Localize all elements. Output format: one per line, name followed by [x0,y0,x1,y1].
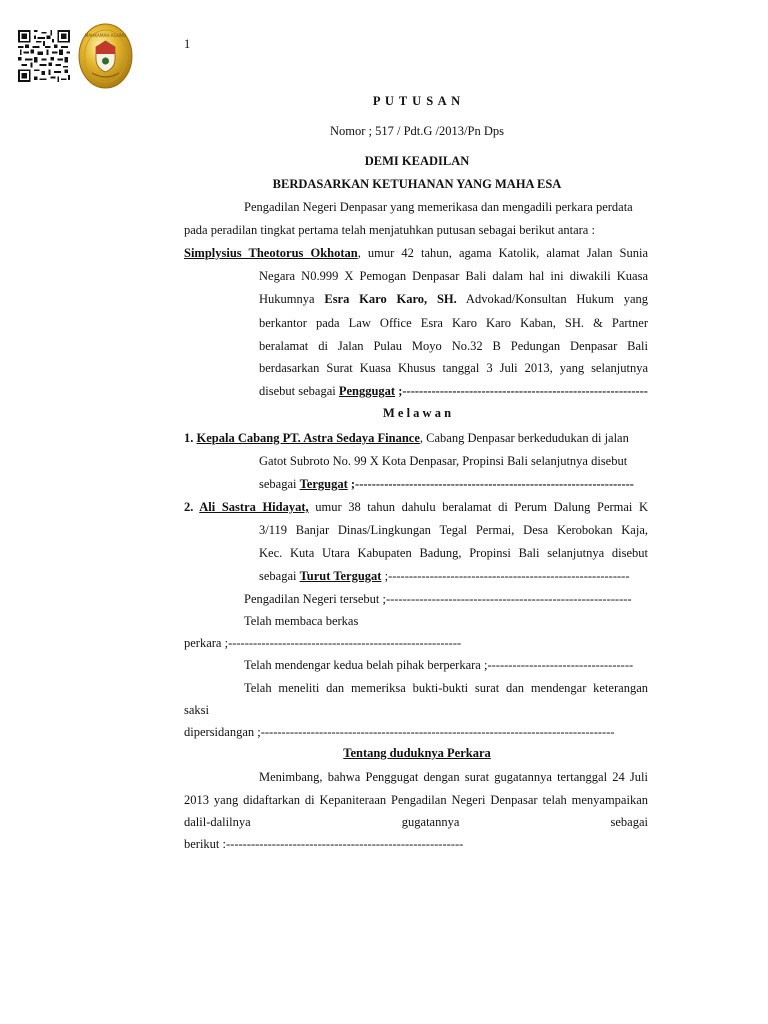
menimbang-line-4: berikut :--------------------------------------------------------- [184,837,464,851]
penggugat-line-1 [184,246,648,261]
ketuhanan-heading: BERDASARKAN KETUHANAN YANG MAHA ESA [272,177,562,191]
demi-keadilan-heading: DEMI KEADILAN [364,154,470,168]
tergugat-line-3a: sebagai [259,477,300,491]
menimbang-word-2: gugatannya [401,815,460,829]
menimbang-word-1: dalil-dalilnya [184,815,251,829]
document-title: P U T U S A N [372,94,462,108]
tergugat-name: Kepala Cabang PT. Astra Sedaya Finance [196,431,420,445]
penggugat-line-1-rest: , umur 42 tahun, agama Katolik, alamat Jalan Sunia [357,246,648,260]
turut-line-1 [184,500,648,515]
tergugat-line-3b: ;------------------------------------------------------------------- [347,477,634,491]
turut-line-1-rest: umur 38 tahun dahulu beralamat di Perum Dalung Permai K [308,500,649,514]
menimbang-word-3: sebagai [610,815,648,829]
intro-line-2: pada peradilan tingkat pertama telah menjatuhkan putusan sebagai berikut antara : [184,223,595,237]
penggugat-label: Penggugat [338,384,396,398]
turut-label: Turut Tergugat [299,569,382,583]
pengadilan-tersebut: Pengadilan Negeri tersebut ;----------------------------------------------------------- [244,592,632,606]
kuasa-hukum-name: Esra Karo Karo, SH. [324,292,457,306]
turut-line-4b: ;---------------------------------------------------------- [381,569,630,583]
penggugat-line-3a: Hukumnya [259,292,325,306]
saksi-line: saksi [184,703,209,717]
turut-line-4a: sebagai [259,569,300,583]
telah-mendengar: Telah mendengar kedua belah pihak berperkara ;----------------------------------- [244,658,634,672]
tergugat-line-1-rest: , Cabang Denpasar berkedudukan di jalan [419,431,629,445]
penggugat-line-7a: disebut sebagai [259,384,339,398]
penggugat-line-5: beralamat di Jalan Pulau Moyo No.32 B Pedungan Denpasar Bali [259,339,648,353]
penggugat-line-4: berkantor pada Law Office Esra Karo Karo Kaban, SH. & Partner [259,316,648,330]
perkara-line: perkara ;-------------------------------------------------------- [184,636,462,650]
dipersidangan-line: dipersidangan ;------------------------------------------------------------------------------------- [184,725,615,739]
penggugat-line-6: berdasarkan Surat Kuasa Khusus tanggal 3 Juli 2013, yang selanjutnya [259,361,648,375]
seal-text: MAHKAMAH AGUNG [84,33,127,38]
penggugat-line-7b: ;----------------------------------------------------------- [395,384,648,398]
court-seal-logo [78,23,133,89]
penggugat-line-7 [259,384,648,399]
penggugat-line-3b: Advokad/Konsultan Hukum yang [456,292,648,306]
tergugat-label: Tergugat [299,477,348,491]
melawan-heading: M e l a w a n [382,406,452,420]
tergugat-line-1 [184,431,629,446]
turut-line-3: Kec. Kuta Utara Kabupaten Badung, Propinsi Bali selanjutnya disebut [259,546,648,560]
tergugat-number: 1. [184,431,197,445]
turut-name: Ali Sastra Hidayat, [199,500,309,514]
menimbang-line-2: 2013 yang didaftarkan di Kepaniteraan Pengadilan Negeri Denpasar telah menyampaikan [184,793,648,807]
telah-membaca: Telah membaca berkas [244,614,359,628]
penggugat-line-2: Negara N0.999 X Pemogan Denpasar Bali dalam hal ini diwakili Kuasa [259,269,648,283]
penggugat-name: Simplysius Theotorus Okhotan [184,246,358,260]
turut-line-4 [259,569,648,584]
telah-meneliti: Telah meneliti dan memeriksa bukti-bukti surat dan mendengar keterangan [244,681,648,695]
turut-number: 2. [184,500,200,514]
turut-line-2: 3/119 Banjar Dinas/Lingkungan Tegal Permai, Desa Kerobokan Kaja, [259,523,648,537]
tentang-heading: Tentang duduknya Perkara [343,746,491,760]
intro-line-1: Pengadilan Negeri Denpasar yang memerikasa dan mengadili perkara perdata [244,200,633,214]
tergugat-line-2: Gatot Subroto No. 99 X Kota Denpasar, Propinsi Bali selanjutnya disebut [259,454,628,468]
menimbang-line-3 [184,815,648,830]
qr-code [16,30,72,82]
menimbang-line-1: Menimbang, bahwa Penggugat dengan surat gugatannya tertanggal 24 Juli [259,770,648,784]
case-number: Nomor ; 517 / Pdt.G /2013/Pn Dps [330,124,504,138]
tergugat-line-3 [259,477,648,492]
penggugat-line-3 [259,292,648,307]
page-number: 1 [184,37,191,51]
